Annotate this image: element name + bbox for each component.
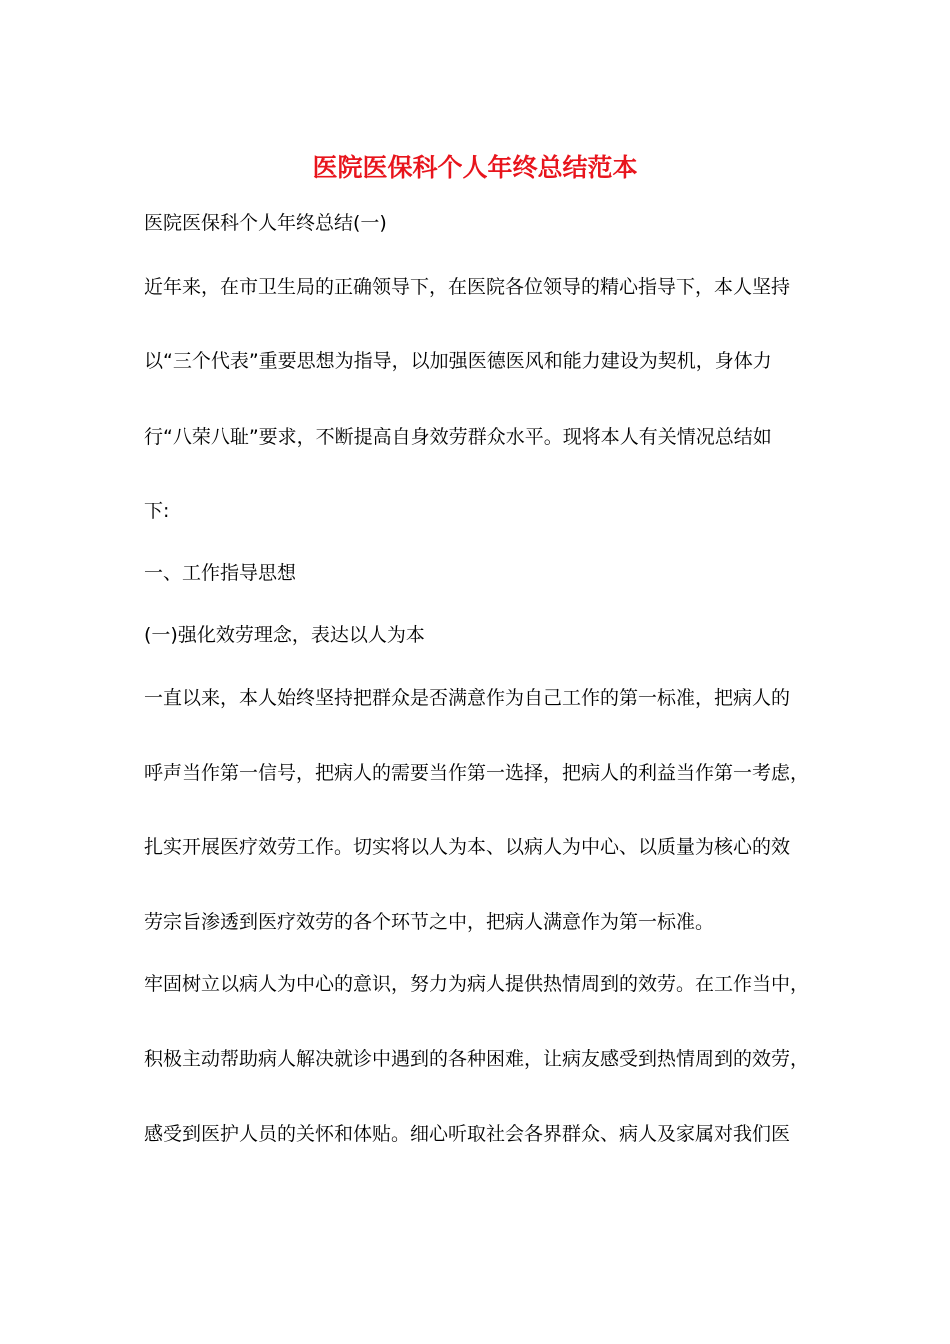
paragraph-line: 一直以来，本人始终坚持把群众是否满意作为自己工作的第一标准，把病人的 xyxy=(144,687,791,709)
paragraph-line: 感受到医护人员的关怀和体贴。细心听取社会各界群众、病人及家属对我们医 xyxy=(144,1123,791,1145)
paragraph-line: 牢固树立以病人为中心的意识，努力为病人提供热情周到的效劳。在工作当中， xyxy=(144,973,810,995)
paragraph-line: 积极主动帮助病人解决就诊中遇到的各种困难，让病友感受到热情周到的效劳， xyxy=(144,1048,810,1070)
paragraph-line: 呼声当作第一信号，把病人的需要当作第一选择，把病人的利益当作第一考虑， xyxy=(144,762,810,784)
document-title: 医院医保科个人年终总结范本 xyxy=(312,153,638,182)
section-heading: 一、工作指导思想 xyxy=(144,562,297,584)
paragraph-line: 扎实开展医疗效劳工作。切实将以人为本、以病人为中心、以质量为核心的效 xyxy=(144,836,791,858)
paragraph-line: 以“三个代表”重要思想为指导，以加强医德医风和能力建设为契机，身体力 xyxy=(144,350,772,372)
section-heading: 医院医保科个人年终总结(一) xyxy=(144,212,387,234)
paragraph-line: 行“八荣八耻”要求，不断提高自身效劳群众水平。现将本人有关情况总结如 xyxy=(144,426,772,448)
paragraph-line: 劳宗旨渗透到医疗效劳的各个环节之中，把病人满意作为第一标准。 xyxy=(144,911,715,933)
subsection-heading: (一)强化效劳理念，表达以人为本 xyxy=(144,624,425,646)
paragraph-line: 近年来，在市卫生局的正确领导下，在医院各位领导的精心指导下，本人坚持 xyxy=(144,276,791,298)
paragraph-line: 下: xyxy=(144,500,170,522)
